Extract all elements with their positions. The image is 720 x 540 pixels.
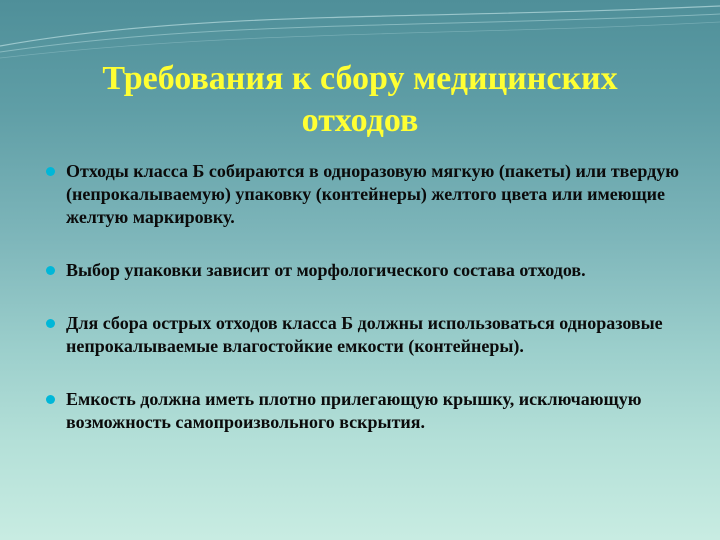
bullet-dot-icon [46, 395, 55, 404]
bullet-text: Емкость должна иметь плотно прилегающую крышку, исключающую возможность самопроизвольного вскрытия. [66, 389, 642, 432]
swoosh-line-3 [0, 22, 720, 58]
bullet-item [44, 388, 684, 434]
bullet-dot-icon [46, 167, 55, 176]
bullet-dot-icon [46, 319, 55, 328]
bullet-text: Отходы класса Б собираются в одноразовую мягкую (пакеты) или твердую (непрокалываемую) упаковку (контейнеры) желтого цвета или имеющие желтую маркировку. [66, 161, 680, 227]
bullet-item [44, 160, 684, 229]
bullet-list [44, 160, 684, 434]
bullet-item [44, 259, 684, 282]
slide-title: Требования к сбору медицинских отходов [102, 60, 618, 139]
bullet-item [44, 312, 684, 358]
swoosh-line-2 [0, 14, 720, 52]
bullet-dot-icon [46, 266, 55, 275]
bullet-text: Выбор упаковки зависит от морфологического состава отходов. [66, 260, 586, 280]
bullet-text: Для сбора острых отходов класса Б должны использоваться одноразовые непрокалываемые влагостойкие емкости (контейнеры). [66, 313, 663, 356]
